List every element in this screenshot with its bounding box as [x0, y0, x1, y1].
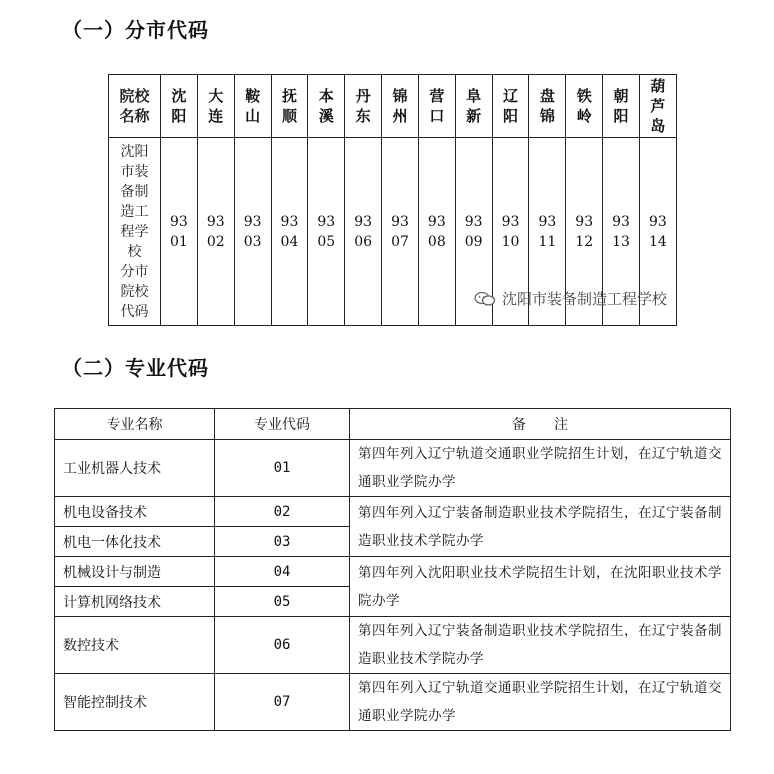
city-dd: 丹 东: [345, 75, 382, 138]
table-row: 计算机网络技术 05: [55, 587, 731, 617]
table-row: 数控技术 06 第四年列入辽宁装备制造职业技术学院招生，在辽宁装备制造职业技术学院办学: [55, 617, 731, 674]
code-cell: 93 04: [271, 138, 308, 326]
city-hld: 葫 芦 岛: [639, 75, 676, 138]
city-as: 鞍 山: [234, 75, 271, 138]
header-note: 备 注: [350, 409, 731, 440]
city-dl: 大 连: [197, 75, 234, 138]
table-row: 工业机器人技术 01 第四年列入辽宁轨道交通职业学院招生计划，在辽宁轨道交通职业学院办学: [55, 440, 731, 497]
section2-title: （二）专业代码: [62, 356, 209, 380]
city-pj: 盘 锦: [529, 75, 566, 138]
city-cy: 朝 阳: [603, 75, 640, 138]
city-sy: 沈 阳: [161, 75, 198, 138]
code-cell: 93 05: [308, 138, 345, 326]
table-row: 智能控制技术 07 第四年列入辽宁轨道交通职业学院招生计划，在辽宁轨道交通职业学院办学: [55, 674, 731, 731]
code-cell: 93 08: [418, 138, 455, 326]
city-fs: 抚 顺: [271, 75, 308, 138]
watermark-text: 沈阳市装备制造工程学校: [502, 290, 668, 308]
section1-title: （一）分市代码: [62, 18, 209, 42]
major-code-table: [54, 408, 731, 731]
header-label-cell: 院校 名称: [109, 75, 161, 138]
code-cell: 93 12: [566, 138, 603, 326]
code-cell: 93 07: [382, 138, 419, 326]
header-major-name: 专业名称: [55, 409, 215, 440]
header-major-code: 专业代码: [215, 409, 350, 440]
wechat-icon: [474, 292, 496, 306]
city-jz: 锦 州: [382, 75, 419, 138]
table-row: 机械设计与制造 04 第四年列入沈阳职业技术学院招生计划，在沈阳职业技术学院办学: [55, 557, 731, 587]
table-row: 机电一体化技术 03: [55, 527, 731, 557]
table-row: 机电设备技术 02 第四年列入辽宁装备制造职业技术学院招生，在辽宁装备制造职业技术学院办学: [55, 497, 731, 527]
code-cell: 93 14: [639, 138, 676, 326]
school-label-cell: 沈阳 市装 备制 造工 程学 校 分市 院校 代码: [109, 138, 161, 326]
code-cell: 93 09: [455, 138, 492, 326]
code-cell: 93 10: [492, 138, 529, 326]
city-bx: 本 溪: [308, 75, 345, 138]
city-yk: 营 口: [418, 75, 455, 138]
city-ly: 辽 阳: [492, 75, 529, 138]
code-cell: 93 13: [603, 138, 640, 326]
major-header-row: [55, 409, 731, 440]
code-cell: 93 03: [234, 138, 271, 326]
code-cell: 93 06: [345, 138, 382, 326]
code-cell: 93 11: [529, 138, 566, 326]
code-cell: 93 02: [197, 138, 234, 326]
code-cell: 93 01: [161, 138, 198, 326]
city-header-row: [109, 75, 677, 138]
city-fx: 阜 新: [455, 75, 492, 138]
watermark: [474, 288, 667, 309]
city-tl: 铁 岭: [566, 75, 603, 138]
